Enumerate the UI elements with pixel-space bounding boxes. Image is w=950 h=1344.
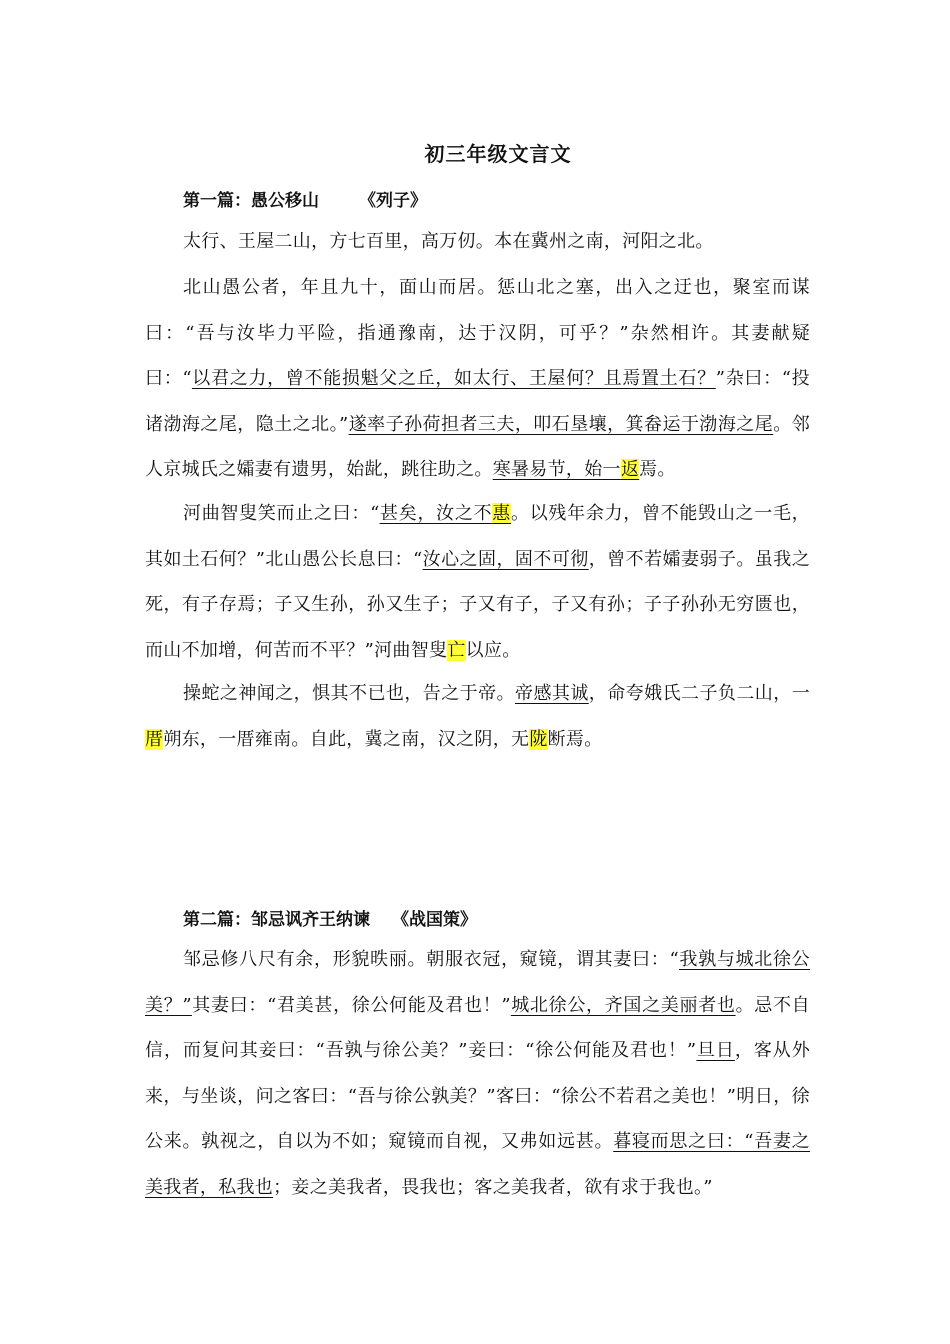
highlighted-text: 返: [620, 459, 640, 480]
text-run: 河曲智叟笑而止之曰：“: [183, 503, 380, 524]
section1-paragraph-4: [145, 671, 810, 762]
underlined-text: 寒暑易节，始一: [492, 459, 621, 480]
text-run: 焉。: [639, 459, 676, 480]
underlined-text: 甚矣，汝之不: [379, 503, 493, 524]
section1-title: 第一篇：愚公移山: [183, 191, 319, 211]
text-run: 。以残年余力，曾不能毁山之一毛，其如土石何？”北山愚公长息曰：“: [145, 503, 810, 570]
underlined-text: 遂率子孙荷担者三夫，叩石垦壤，箕畚运于渤海之尾: [348, 413, 774, 435]
section1-paragraph-2: [145, 265, 810, 493]
text-run: 朔东，一厝雍南。自此，冀之南，汉之阴，无: [163, 728, 530, 750]
text-run: 。忌不自信，而复问其妾曰：“吾孰与徐公美？”妾曰：“徐公何能及君也！”: [145, 994, 810, 1061]
text-run: 断焉。: [547, 728, 603, 750]
underlined-text: 以君之力，曾不能损魁父之丘，如太行、王屋何？且焉置土石？: [191, 368, 716, 389]
text-run: 北山愚公者，年且九十，面山而居。惩山北之塞，出入之迂也，聚室而谋曰：“吾与汝毕力平险，指通豫南，达于汉阴，可乎？”杂然相许。其妻献疑曰：“: [145, 277, 810, 389]
page-title: 初三年级文言文: [424, 142, 572, 166]
text-run: ，命夸娥氏二子负二山，一: [588, 683, 810, 704]
underlined-text: 帝感其诚: [515, 683, 589, 704]
text-run: ，客从外来，与坐谈，问之客曰：“吾与徐公孰美？”客曰：“徐公不若君之美也！”明日，徐公来。孰视之，自以为不如；窥镜而自视，又弗如远甚。: [145, 1040, 810, 1152]
section1-paragraph-1: 太行、王屋二山，方七百里，高万仞。本在冀州之南，河阳之北。: [183, 231, 714, 252]
text-run: 。邻人京城氏之孀妻有遗男，始龀，跳往助之。: [145, 413, 810, 480]
section2-source: 《战国策》: [392, 910, 477, 930]
section2-heading: [183, 905, 477, 930]
text-run: 以应。: [465, 639, 521, 661]
underlined-text: 城北徐公，齐国之美丽者也: [510, 994, 736, 1016]
highlighted-text: 厝: [145, 728, 164, 750]
section2-title: 第二篇：邹忌讽齐王纳谏: [183, 910, 370, 930]
highlighted-text: 陇: [529, 728, 548, 750]
highlighted-text: 亡: [447, 639, 466, 661]
section1-heading: [183, 186, 427, 211]
text-run: 邹忌修八尺有余，形貌昳丽。朝服衣冠，窥镜，谓其妻曰：“: [183, 949, 679, 970]
text-run: ，曾不若孀妻弱子。虽我之死，有子存焉；子又生孙，孙又生子；子又有子，子又有孙；子子孙孙无穷匮也，而山不加增，何苦而不平？”河曲智叟: [145, 548, 811, 661]
text-run: 其妻曰：“君美甚，徐公何能及君也！”: [191, 994, 511, 1016]
underlined-text: 我孰与城北徐公美？”: [145, 949, 810, 1016]
highlighted-text: 惠: [492, 503, 512, 524]
text-run: 操蛇之神闻之，惧其不已也，告之于帝。: [183, 683, 516, 704]
section1-source: 《列子》: [359, 191, 427, 211]
underlined-text: 汝心之固，固不可彻: [422, 548, 589, 570]
underlined-text: 旦日: [696, 1040, 735, 1061]
underlined-text: 暮寝而思之曰：“吾妻之美我者，私我也: [145, 1131, 810, 1198]
section1-paragraph-3: [145, 491, 810, 673]
section2-paragraph-1: [145, 937, 810, 1210]
text-run: ；妾之美我者，畏我也；客之美我者，欲有求于我也。”: [273, 1176, 713, 1198]
text-run: ”杂曰：“投诸渤海之尾，隐土之北。”: [145, 368, 810, 435]
